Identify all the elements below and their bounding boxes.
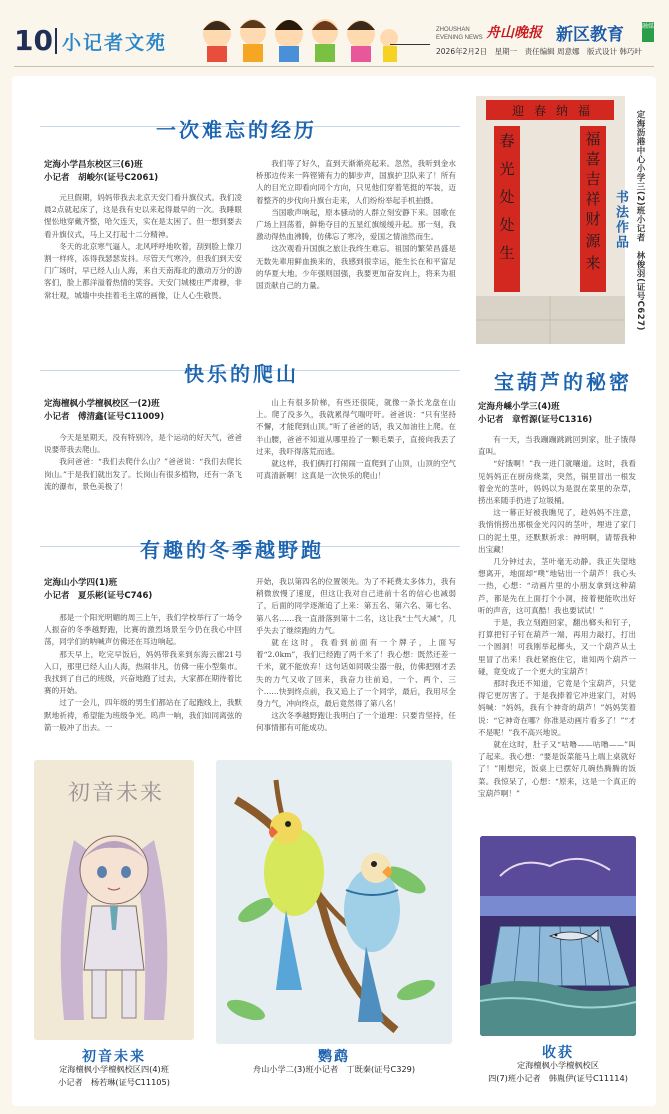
article-school: 定海舟嵊小学三(4)班	[478, 402, 560, 412]
header-rule	[14, 66, 654, 67]
drawing-caption: 定海檀枫小学檀枫校区	[517, 1060, 599, 1070]
svg-text:祥: 祥	[585, 190, 601, 208]
drawing-caption: 四(7)班小记者 韩胤伊(证号C11114)	[488, 1073, 628, 1083]
page-header	[0, 0, 669, 70]
edition-title: 新区教育	[556, 25, 624, 45]
kids-illustration-icon	[195, 8, 405, 64]
header-info: 2026年2月2日 星期一 责任编辑 周意娜 版式设计 韩巧叶	[436, 47, 642, 56]
article-author: 小记者 胡峻尔(证号C2061)	[44, 173, 159, 183]
section-title: 小记者文苑	[62, 32, 168, 54]
svg-text:来: 来	[585, 254, 601, 272]
drawing-title: 初音未来	[82, 1049, 146, 1065]
article-title: 有趣的冬季越野跑	[140, 538, 324, 562]
miku-drawing-icon	[34, 760, 194, 1040]
drawing-hatsune-miku	[34, 760, 194, 1040]
article-body-column: 我们等了好久，直到天渐渐亮起来。忽然，我听到金水桥那边传来一阵铿锵有力的脚步声，国旗护卫队来了！所有人的目光立即看向同个方向，只见他们穿着笔挺的军装，迈着整齐的步伐向升旗台走来，人们纷纷举起手机拍摄。 当国歌声响起，原本骚动的人群立刻安静下来。国歌在广场上回荡着，鲜艳夺目的五星红旗缓缓升起。那一刻，我激动得热血沸腾，仿佛忘了寒冷，爱国之情油然而生。 这次观看升国旗之旅让我终生难忘。祖国的繁荣昌盛是无数先辈用鲜血换来的，我感到很幸运，能生长在和平富足的华夏大地。少年强则国强，我要更加奋发向上，将来为祖国贡献自己的力量。	[256, 159, 456, 291]
page-number: 10	[14, 24, 53, 57]
drawing-title-lettering: 初音未来	[68, 781, 165, 806]
svg-text:处: 处	[499, 188, 515, 206]
article-school: 定海檀枫小学檀枫校区一(2)班	[44, 399, 160, 409]
svg-text:迎: 迎	[511, 104, 525, 118]
article-body-column: 开始，我以第四名的位置领先。为了不耗费太多体力，我有稍微放慢了速度，但这让我对自己进前十名的信心也减弱了，后面的同学逐渐追了上来：第五名、第六名、第七名、第八名……我一直滑落到第十二名，这让我“士气大减”，几乎失去了继续跑的力气。 就在这时，我看到前面有一个牌子，上面写着“2.0km”，我们已经跑了两千米了！我心想：既然还差一千米，就不能放弃！这句话如同吸尘器一般，仿佛把刚才丢失的力气又收了回来，我奋力往前追，一个、两个、三个……快到终点前，我又追上了一个同学，最后，我用尽全身力气，冲向终点，最后竟然得了第八名！ 这次冬季越野跑让我明白了一个道理：只要肯坚持，任何事情都有可能成功。	[256, 577, 456, 733]
svg-text:处: 处	[499, 216, 515, 234]
calligraphy-caption: 定海沥港中心小学三(2)班小记者 林俊羽(证号C627)	[635, 110, 645, 331]
article-school: 定海山小学四(1)班	[44, 578, 118, 588]
svg-text:福: 福	[577, 104, 591, 118]
header-rule-short	[390, 44, 430, 45]
article-title: 宝葫芦的秘密	[494, 370, 632, 394]
drawing-title: 收获	[542, 1045, 574, 1061]
svg-text:春: 春	[499, 132, 515, 150]
svg-text:福: 福	[585, 130, 601, 148]
page-number-divider	[55, 28, 57, 54]
article-body-column: 山上有很多阶梯，有些还很陡，就像一条长龙盘在山上。爬了没多久，我就累得气喘吁吁。爸爸说：“只有坚持不懈，才能爬到山顶。”听了爸爸的话，我又加油往上爬。在半山腰，爸爸不知道从哪里捡了一颗毛栗子，直接向我丢了过来，我吓得落荒而逃。 就这样，我们俩打打闹闹一直爬到了山顶，山顶的空气可真清新啊！这真是一次快乐的爬山！	[256, 398, 456, 481]
drawing-caption: 定海檀枫小学檀枫校区四(4)班	[59, 1064, 169, 1074]
svg-text:源: 源	[585, 232, 601, 250]
harvest-drawing-icon	[480, 836, 636, 1036]
article-body-column: 那是一个阳光明媚的周三上午，我们学校举行了一场令人振奋的冬季越野跑，比赛的激烈场景至今仍在我心中回荡，同学们的呐喊声仿佛还在耳边响起。 那天早上，吃完早饭后，妈妈带我来到东海云廊21号入口，那里已经人山人海，热闹非凡，仿佛一座小型集市。我找到了自己的班级，兴奋地跑了过去，大家都在期待着比赛的开始。 过了一会儿，四年级的男生们都站在了起跑线上，我默默地祈祷，希望能为班级争光。呜声一响，我们如同离弦的箭一般冲了出去。一	[44, 613, 242, 732]
paper-logo: 舟山晚报	[486, 25, 542, 41]
calligraphy-photo	[476, 96, 625, 344]
article-body-column: 今天是星期天，没有特别冷，是个运动的好天气，爸爸说要带我去爬山。 我问爸爸：“我们去爬什么山？”爸爸说：“我们去爬长岗山。”于是我们就出发了。长岗山有很多植物，还有一条飞流的瀑布，景色美极了！	[44, 433, 242, 491]
drawing-parrots	[216, 760, 452, 1044]
article-school: 定海小学昌东校区三(6)班	[44, 160, 143, 170]
article-author: 小记者 章哲源(证号C1316)	[478, 415, 593, 425]
couplet-illustration-icon	[476, 96, 625, 344]
svg-text:光: 光	[499, 160, 515, 178]
article-author: 小记者 傅清鑫(证号C11009)	[44, 412, 165, 422]
parrot-drawing-icon	[216, 760, 452, 1044]
media-tag: 融媒	[642, 22, 654, 42]
paper-english-name: ZHOUSHAN EVENING NEWS	[436, 27, 483, 41]
svg-text:生: 生	[499, 244, 515, 262]
svg-text:吉: 吉	[585, 170, 601, 188]
article-body-column: 有一天，当我蹦蹦跳跳回到家，肚子饿得直叫。 “好饿啊！”我一进门就嚷道。这时，我看见妈妈正在厨房烧菜，突然，锅里冒出一根发着金光的茎叶，妈妈以为是混在菜里的杂草，捞出来随手扔进了垃圾桶。 这一幕正好被我瞧见了，趁妈妈不注意，我悄悄捞出那根金光闪闪的茎叶，埋进了家门口的泥土里，还默默祈求：神明啊，请帮我种出宝藏！ 几分钟过去，茎叶毫无动静。我正失望地想离开，地面却“噗”地钻出一个葫芦！我心头一热，心想：“动画片里的小朋友拿到这种葫芦，都是先在上面打个小洞，接着便能吹出好听的声音，这可真酷！我也要试试！” 于是，我立刻跑回家，翻出榔头和钉子，打算把钉子钉在葫芦一端，再用力敲打，打出一个圆洞！可我刚举起榔头，又一个葫芦从土里冒了出来！我赶紧抱住它，谁知两个葫芦一碰，竟变成了一个更大的宝葫芦！ 那时我还不知道，它竟是个宝葫芦，只觉得它更厉害了。于是我捧着它冲进家门，对妈妈喊：“妈妈，我有个神奇的葫芦！”妈妈笑着说：“它神奇在哪？你准是动画片看多了！”“才不是呢！”我不高兴地说。 就在这时，肚子又“咕噜——咕噜——”叫了起来。我心想：“要是饭菜能马上端上桌就好了！”刚想完，饭桌上已摆好几碗热腾腾的饭菜。我惊呆了，心想：“原来，这是一个真正的宝葫芦啊！”	[478, 435, 636, 798]
article-title: 一次难忘的经历	[156, 118, 317, 142]
svg-text:喜: 喜	[585, 150, 601, 168]
article-author: 小记者 夏乐彬(证号C746)	[44, 591, 153, 601]
drawing-caption: 舟山小学二(3)班小记者 丁既秦(证号C329)	[252, 1064, 416, 1074]
article-title: 快乐的爬山	[184, 362, 299, 386]
article-body-column: 元旦假期，妈妈带我去北京天安门看升旗仪式。我们凌晨2点就起床了，这是我有史以来起得最早的一次。我睡眼惺忪地穿戴齐整，哈欠连天，实在是太困了。但一想到要去看升旗仪式，马上又打起十二分精神。 冬天的北京寒气逼人，北风呼呼地吹着，刮到脸上像刀割一样疼，冻得我瑟瑟发抖。尽管天气寒冷，但我们到天安门广场时，早已经人山人海，来自天南海北的激动万分的游客们，脸上都洋溢着热情的笑容。天安门城楼庄严肃穆，非常壮观，城墙中央挂着毛主席的画像，让人心生敬畏。	[44, 193, 242, 300]
svg-text:财: 财	[585, 210, 601, 228]
drawing-title: 鹦鹉	[318, 1049, 350, 1065]
drawing-harvest	[480, 836, 636, 1036]
calligraphy-tag: 书法作品	[613, 190, 628, 250]
svg-text:纳: 纳	[555, 104, 569, 118]
drawing-caption: 小记者 杨若琳(证号C11105)	[58, 1077, 170, 1087]
svg-text:春: 春	[533, 104, 547, 118]
